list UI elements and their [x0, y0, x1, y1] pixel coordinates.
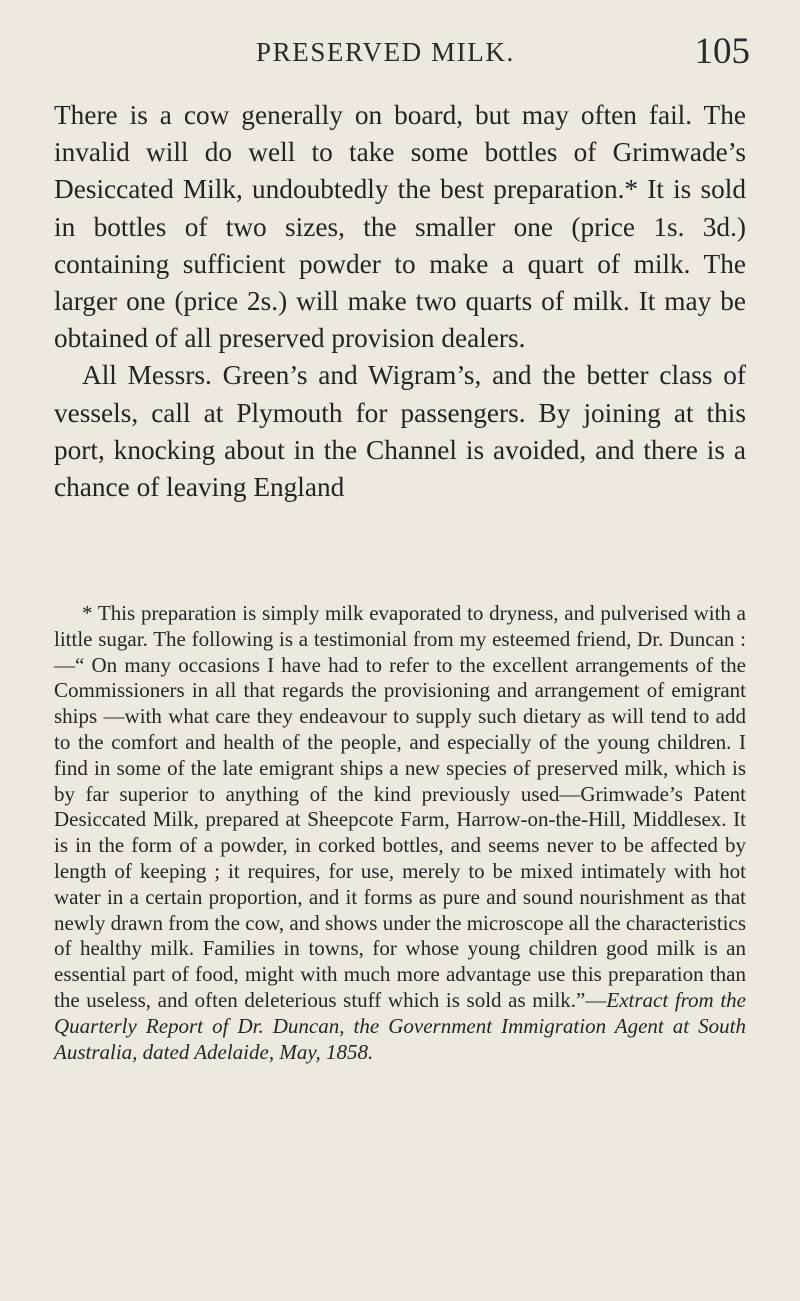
footnote-text: [54, 601, 746, 1065]
running-head: [54, 28, 760, 76]
footnote-source: Extract from the Quarterly Report of Dr. Duncan, the Government Immigration Agent at South Australia, dated Adelaide, May, 1858.: [54, 987, 747, 1064]
paragraph-preserved-milk: There is a cow generally on board, but may often fail. The invalid will do well to take some bottles of Grimwade’s Desiccated Milk, undoubtedly the best preparation.* It is sold in bottles of two sizes, the smaller one (price 1s. 3d.) containing sufficient powder to make a quart of milk. The larger one (price 2s.) will make two quarts of milk. It may be obtained of all preserved provision dealers.: [54, 100, 746, 354]
paragraph-plymouth: All Messrs. Green’s and Wigram’s, and the better class of vessels, call at Plymouth for passengers. By joining at this port, knocking about in the Channel is avoided, and there is a chance of leaving England: [54, 360, 746, 503]
running-title: PRESERVED MILK.: [256, 37, 515, 67]
page-number: 105: [694, 31, 750, 72]
body-text: [54, 97, 746, 506]
footnote-body: * This preparation is simply milk evaporated to dryness, and pulverised with a little sugar. The following is a testimonial from my esteemed friend, Dr. Duncan :—“ On many occasions I have had to refer to the excellent arrangements of the Commissioners in all that regards the provisioning and arrangement of emigrant ships —with what care they endeavour to supply such dietary as will tend to add to the comfort and health of the people, and especially of the young children. I find in some of the late emigrant ships a new species of preserved milk, which is by far superior to anything of the kind previously used—Grimwade’s Patent Desiccated Milk, prepared at Sheepcote Farm, Harrow-on-the-Hill, Middlesex. It is in the form of a powder, in corked bottles, and seems never to be affected by length of keeping ; it requires, for use, merely to be mixed intimately with hot water in a certain proportion, and it forms as pure and sound nourishment as that newly drawn from the cow, and shows under the microscope all the characteristics of healthy milk. Families in towns, for whose young children good milk is an essential part of food, might with much more advantage use this preparation than the useless, and often deleterious stuff which is sold as milk.”—: [54, 601, 746, 1012]
footnote: [54, 601, 746, 1065]
